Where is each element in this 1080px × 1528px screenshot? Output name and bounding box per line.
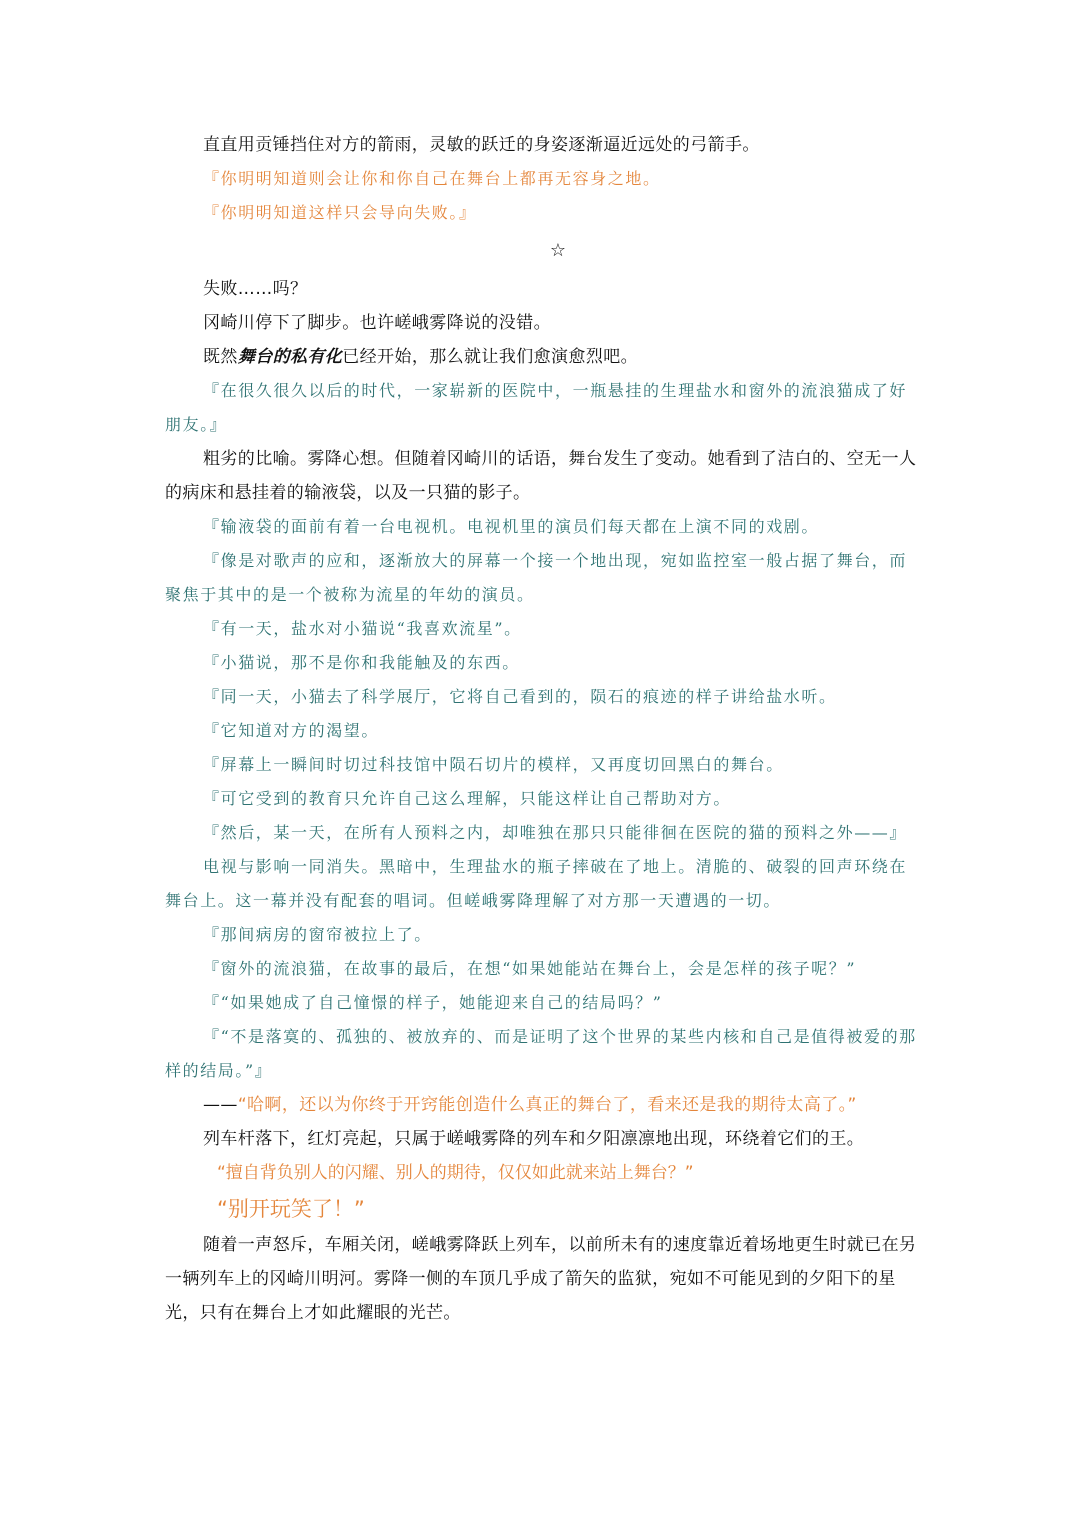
- teal-song-line: 『可它受到的教育只允许自己这么理解，只能这样让自己帮助对方。: [203, 789, 732, 808]
- narration-paragraph: 失败……吗？: [203, 279, 308, 299]
- text-span: 已经开始，那么就让我们愈演愈烈吧。: [342, 347, 639, 367]
- teal-song-line: 『在很久很久以后的时代，一家崭新的医院中，一瓶悬挂的生理盐水和窗外的流浪猫成了好朋友。』: [165, 381, 908, 434]
- emphasis-text: 舞台的私有化: [237, 347, 343, 367]
- orange-shout-line: “别开玩笑了！”: [217, 1197, 365, 1221]
- orange-dialogue-text: “哈啊，还以为你终于开窍能创造什么真正的舞台了，看来还是我的期待太高了。”: [237, 1095, 857, 1115]
- teal-song-line: 『那间病房的窗帘被拉上了。: [203, 925, 432, 944]
- narration-paragraph: [165, 340, 917, 374]
- teal-song-line: 『小猫说，那不是你和我能触及的东西。: [203, 653, 520, 672]
- section-divider-star-icon: ☆: [549, 240, 567, 261]
- teal-song-line: 『它知道对方的渴望。: [203, 721, 380, 740]
- teal-song-line: 『像是对歌声的应和，逐渐放大的屏幕一个接一个地出现，宛如监控室一般占据了舞台，而聚焦于其中的是一个被称为流星的年幼的演员。: [165, 551, 908, 604]
- narration-paragraph: 直直用贡锤挡住对方的箭雨，灵敏的跃迁的身姿逐渐逼近远处的弓箭手。: [203, 135, 760, 155]
- dash-text: ——: [203, 1095, 238, 1115]
- orange-quote-line: 『你明明知道这样只会导向失败。』: [203, 203, 477, 222]
- text-span: 既然: [203, 347, 238, 367]
- narration-paragraph: 冈崎川停下了脚步。也许嵯峨雾降说的没错。: [203, 313, 551, 333]
- teal-song-line: 『同一天，小猫去了科学展厅，它将自己看到的，陨石的痕迹的样子讲给盐水听。: [203, 687, 837, 706]
- teal-song-line: 『窗外的流浪猫，在故事的最后，在想“如果她能站在舞台上，会是怎样的孩子呢？”: [203, 959, 857, 978]
- teal-song-line: 『然后，某一天，在所有人预料之内，却唯独在那只只能徘徊在医院的猫的预料之外——』: [203, 823, 908, 842]
- narration-paragraph: 随着一声怒斥，车厢关闭，嵯峨雾降跃上列车，以前所未有的速度靠近着场地更生时就已在另一辆列车上的冈崎川明河。雾降一侧的车顶几乎成了箭矢的监狱，宛如不可能见到的夕阳下的星光，只有在舞台上才如此耀眼的光芒。: [165, 1235, 917, 1323]
- teal-song-line: 『“不是落寞的、孤独的、被放弃的、而是证明了这个世界的某些内核和自己是值得被爱的那样的结局。”』: [165, 1027, 917, 1080]
- teal-song-line: 『“如果她成了自己憧憬的样子，她能迎来自己的结局吗？”: [203, 993, 663, 1012]
- teal-song-line: 『输液袋的面前有着一台电视机。电视机里的演员们每天都在上演不同的戏剧。: [203, 517, 820, 536]
- dialogue-paragraph: [165, 1088, 917, 1122]
- teal-song-line: 『屏幕上一瞬间时切过科技馆中陨石切片的模样，又再度切回黑白的舞台。: [203, 755, 784, 774]
- teal-song-line: 『有一天，盐水对小猫说“我喜欢流星”。: [203, 619, 522, 638]
- narration-paragraph: 粗劣的比喻。雾降心想。但随着冈崎川的话语，舞台发生了变动。她看到了洁白的、空无一人的病床和悬挂着的输液袋，以及一只猫的影子。: [165, 449, 917, 503]
- orange-quote-line: 『你明明知道则会让你和你自己在舞台上都再无容身之地。: [203, 169, 661, 188]
- document-page: [165, 128, 917, 1330]
- teal-narration-paragraph: 电视与影响一同消失。黑暗中，生理盐水的瓶子摔破在了地上。清脆的、破裂的回声环绕在舞台上。这一幕并没有配套的唱词。但嵯峨雾降理解了对方那一天遭遇的一切。: [165, 857, 908, 910]
- narration-paragraph: 列车杆落下，红灯亮起，只属于嵯峨雾降的列车和夕阳凛凛地出现，环绕着它们的王。: [203, 1129, 865, 1149]
- orange-dialogue-line: “擅自背负别人的闪耀、别人的期待，仅仅如此就来站上舞台？”: [217, 1163, 694, 1183]
